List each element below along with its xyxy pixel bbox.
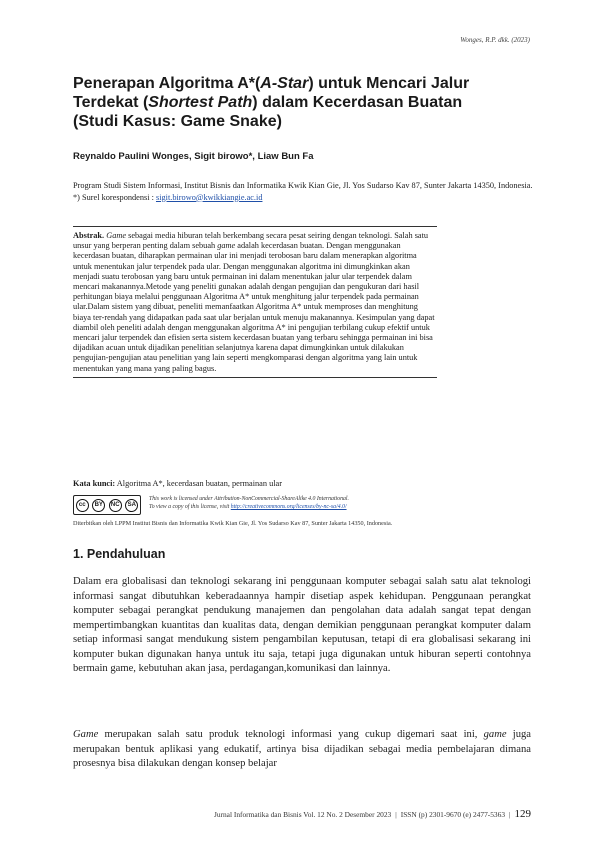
email-link[interactable]: sigit.birowo@kwikkiangie.ac.id (155, 192, 263, 202)
paper-title (73, 74, 493, 131)
abstract-seg1: sebagai media hiburan telah berkembang secara pesat seiring dengan teknologi. Salah satu unsur yang berperan penting dalam sebuah (73, 231, 429, 251)
p2-seg-b: juga merupakan bentuk aplikasi yang edukatif, artinya bisa dijadikan sebagai media pembelajaran dimana prosesnya bisa dilakukan dengan konsep belajar (73, 729, 531, 769)
correspondence-line (73, 192, 533, 204)
license-text (149, 495, 529, 511)
p2-seg-a: merupakan salah satu produk teknologi informasi yang cukup digemari saat ini, (98, 729, 484, 740)
license-line2-prefix: To view a copy of this license, visit (149, 504, 231, 510)
license-line1: This work is licensed under Attribution-NonCommercial-ShareAlike 4.0 International. (149, 496, 349, 502)
cc-license-badge[interactable] (73, 495, 141, 515)
keywords-text: Algoritma A*, kecerdasan buatan, permainan ular (115, 479, 282, 488)
affiliation-line: Program Studi Sistem Informasi, Institut Bisnis dan Informatika Kwik Kian Gie, Jl. Yos Sudarso Kav 87, Sunter Jakarta 14350, Indonesia. (73, 181, 533, 190)
title-part1: Penerapan Algoritma A*( (73, 75, 261, 92)
footer-issn: ISSN (p) 2301-9670 (e) 2477-5363 (400, 810, 506, 819)
keywords-label: Kata kunci: (73, 479, 116, 488)
license-url-link[interactable]: http://creativecommons.org/licenses/by-nc-sa/4.0/ (230, 504, 347, 510)
abstract-label: Abstrak. (73, 231, 105, 240)
cc-icon: cc (76, 499, 89, 512)
body-paragraph-1: Dalam era globalisasi dan teknologi sekarang ini penggunaan komputer sebagai salah satu alat teknologi informasi sangat dibutuhkan keberadaannya hampir disetiap aspek kehidupan. Penggunaan perangkat komputer sebagai perangkat pendukung manajemen dan pengolahan data adalah sangat tepat dengan mempertimbangkan kuantitas dan kualitas data, dengan demikian penggunaan perangkat komputer dalam setiap informasi sangat mendukung sistem pengambilan keputusan, tetapi di era globalisasi sekarang ini komputer bukan digunakan hanya untuk itu saja, tetapi juga digunakan untuk hiburan seperti contohnya bermain game, kebutuhan akan jasa, perdagangan,komunikasi dan lainnya. (73, 576, 531, 674)
body-paragraph-2 (73, 728, 531, 772)
authors: Reynaldo Paulini Wonges, Sigit birowo*, Liaw Bun Fa (73, 151, 314, 162)
email-label: *) Surel korespondensi : (73, 192, 156, 202)
footer-journal: Jurnal Informatika dan Bisnis Vol. 12 No. 2 Desember 2023 (213, 810, 392, 819)
page-footer (0, 808, 531, 820)
title-italic-shortest-path: Shortest Path (148, 94, 253, 111)
abstract-game-word: Game (106, 231, 127, 240)
title-part2: ) untuk Mencari Jalur Terdekat ( (73, 75, 470, 111)
title-part3: ) dalam Kecerdasan Buatan (Studi Kasus: Game Snake) (73, 94, 463, 130)
p2-game-word: Game (73, 729, 99, 740)
sa-icon: SA (125, 499, 138, 512)
footer-separator: | (509, 810, 511, 819)
running-head: Wonges, R.P. dkk. (2023) (460, 36, 530, 44)
title-italic-astar: A-Star (260, 75, 309, 92)
section-heading: 1. Pendahuluan (73, 547, 166, 561)
by-icon: BY (92, 499, 105, 512)
license-line2 (149, 503, 529, 511)
publisher-note: Diterbitkan oleh LPPM Institut Bisnis dan Informatika Kwik Kian Gie, Jl. Yos Sudarso Kav 87, Sunter Jakarta 14350, Indonesia. (73, 520, 393, 527)
page-number: 129 (514, 808, 531, 820)
abstract (73, 226, 437, 378)
abstract-game-word2: game (217, 241, 236, 251)
abstract-seg2: adalah kecerdasan buatan. Dengan menggunakan kecerdasan buatan, diharapkan permainan ular ini menjadi terobosan baru dalam menerapkan algoritma untuk menentukan jalur terpendek pada ular. Dengan menggunakan algoritma ini dimungkinkan akan menjadi suatu terobosan yang baru untuk permainan ini dalam menentukan jalur ular terpendek dalam mencari makanannya.Metode yang peneliti gunakan adalah dengan pengujian dan pengukuran dari hasil perhitungan biaya melalui penggunaan Algoritma A* untuk menghitung jalur terpendek pada permainan ular.Dalam sistem yang dibuat, peneliti memanfaatkan Algoritma A* untuk memproses dan menghitung biaya ter-rendah yang didapatkan pada saat ular berjalan untuk menuju makanannya. Kesimpulan yang dapat diambil oleh peneliti adalah dengan menggunakan algoritma A* ini pengujian terbilang cukup efektif untuk mencari jalur terpendek dan efisien serta sistem kecerdasan buatan yang terbaru sehingga permainan ini bisa dijadikan acuan untuk dijadikan penelitian selanjutnya karena dapat dimungkinkan untuk dilakukan pengujian-pengujian atau penelitian yang lain seperti mengkomparasi dengan algoritma yang lain untuk menentukan yang mana yang paling bagus. (73, 241, 435, 373)
keywords (73, 479, 453, 488)
license-block (73, 495, 533, 517)
footer-separator: | (395, 810, 397, 819)
nc-icon: NC (109, 499, 122, 512)
affiliation (73, 180, 533, 203)
p2-game-word2: game (483, 729, 507, 740)
